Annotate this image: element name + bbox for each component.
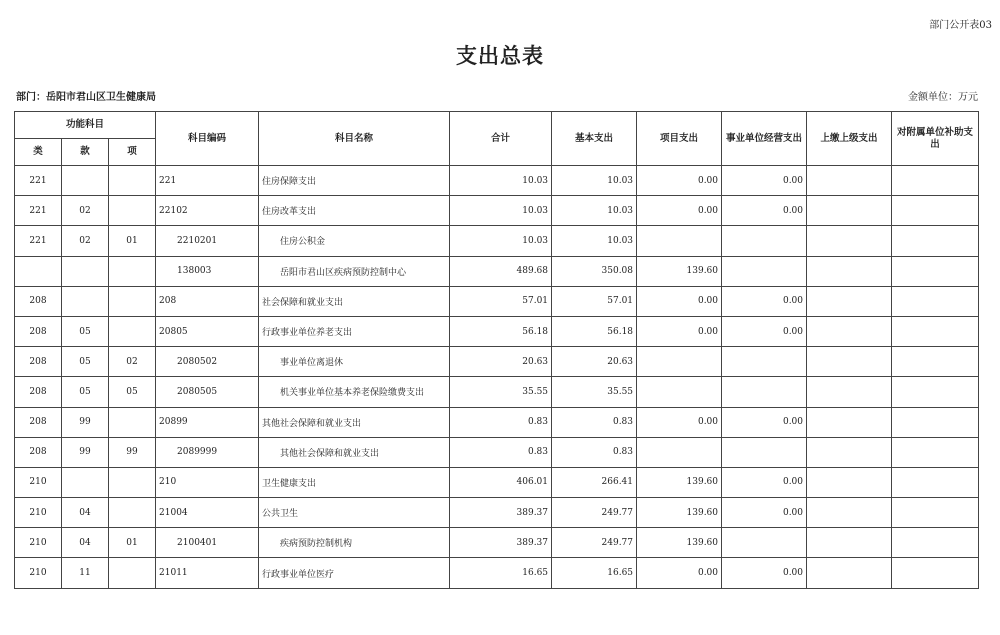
cell-xiang: [109, 407, 156, 437]
cell-total: 406.01: [450, 467, 552, 497]
cell-upper: [807, 196, 892, 226]
cell-business: 0.00: [722, 286, 807, 316]
cell-basic: 350.08: [552, 256, 637, 286]
cell-subsidy: [892, 407, 979, 437]
cell-total: 389.37: [450, 528, 552, 558]
cell-xiang: [109, 196, 156, 226]
table-row: [15, 316, 979, 346]
cell-basic: 0.83: [552, 407, 637, 437]
cell-upper: [807, 528, 892, 558]
cell-xiang: [109, 498, 156, 528]
cell-project: [637, 347, 722, 377]
cell-lei: 221: [15, 196, 62, 226]
cell-subsidy: [892, 377, 979, 407]
cell-upper: [807, 437, 892, 467]
cell-name: 住房公积金: [259, 226, 450, 256]
cell-name: 卫生健康支出: [259, 467, 450, 497]
cell-business: 0.00: [722, 498, 807, 528]
cell-xiang: [109, 467, 156, 497]
cell-total: 10.03: [450, 196, 552, 226]
cell-name: 社会保障和就业支出: [259, 286, 450, 316]
cell-business: [722, 377, 807, 407]
cell-lei: 208: [15, 347, 62, 377]
cell-xiang: 02: [109, 347, 156, 377]
cell-kuan: 04: [62, 528, 109, 558]
cell-lei: 208: [15, 437, 62, 467]
cell-xiang: [109, 558, 156, 588]
cell-basic: 10.03: [552, 226, 637, 256]
table-row: [15, 286, 979, 316]
cell-total: 16.65: [450, 558, 552, 588]
cell-project: 0.00: [637, 196, 722, 226]
cell-basic: 20.63: [552, 347, 637, 377]
cell-name: 疾病预防控制机构: [259, 528, 450, 558]
cell-upper: [807, 256, 892, 286]
cell-kuan: [62, 286, 109, 316]
cell-kuan: 05: [62, 377, 109, 407]
header-function-subject: 功能科目: [15, 112, 156, 139]
cell-xiang: [109, 286, 156, 316]
cell-lei: 221: [15, 226, 62, 256]
cell-code: 22102: [156, 196, 259, 226]
cell-lei: 210: [15, 558, 62, 588]
cell-code: 20805: [156, 316, 259, 346]
cell-kuan: 11: [62, 558, 109, 588]
cell-name: 公共卫生: [259, 498, 450, 528]
cell-xiang: 99: [109, 437, 156, 467]
cell-total: 35.55: [450, 377, 552, 407]
cell-subsidy: [892, 347, 979, 377]
cell-subsidy: [892, 196, 979, 226]
cell-subsidy: [892, 558, 979, 588]
cell-business: 0.00: [722, 558, 807, 588]
table-row: [15, 467, 979, 497]
cell-project: 0.00: [637, 558, 722, 588]
table-row: [15, 528, 979, 558]
cell-business: [722, 347, 807, 377]
cell-total: 57.01: [450, 286, 552, 316]
cell-project: 0.00: [637, 286, 722, 316]
cell-business: [722, 256, 807, 286]
expenditure-summary-table: [14, 111, 979, 589]
cell-business: 0.00: [722, 407, 807, 437]
cell-code: 138003: [156, 256, 259, 286]
cell-project: [637, 226, 722, 256]
header-xiang: 项: [109, 139, 156, 166]
cell-subsidy: [892, 467, 979, 497]
page-title: 支出总表: [456, 44, 544, 68]
cell-total: 0.83: [450, 407, 552, 437]
cell-basic: 266.41: [552, 467, 637, 497]
cell-business: [722, 437, 807, 467]
header-subsidiary-subsidy: 对附属单位补助支出: [892, 112, 979, 166]
cell-basic: 35.55: [552, 377, 637, 407]
table-row: [15, 377, 979, 407]
cell-upper: [807, 286, 892, 316]
cell-code: 20899: [156, 407, 259, 437]
cell-code: 210: [156, 467, 259, 497]
header-business-expenditure: 事业单位经营支出: [722, 112, 807, 166]
cell-basic: 10.03: [552, 196, 637, 226]
table-row: [15, 347, 979, 377]
cell-business: 0.00: [722, 467, 807, 497]
table-row: [15, 256, 979, 286]
cell-business: 0.00: [722, 196, 807, 226]
cell-name: 行政事业单位养老支出: [259, 316, 450, 346]
header-project-expenditure: 项目支出: [637, 112, 722, 166]
cell-project: 139.60: [637, 467, 722, 497]
cell-kuan: 02: [62, 226, 109, 256]
cell-name: 住房改革支出: [259, 196, 450, 226]
header-subject-code: 科目编码: [156, 112, 259, 166]
cell-subsidy: [892, 256, 979, 286]
cell-subsidy: [892, 166, 979, 196]
cell-lei: 208: [15, 377, 62, 407]
cell-code: 21011: [156, 558, 259, 588]
cell-xiang: [109, 256, 156, 286]
cell-business: [722, 528, 807, 558]
cell-basic: 10.03: [552, 166, 637, 196]
cell-xiang: [109, 166, 156, 196]
cell-project: 0.00: [637, 407, 722, 437]
cell-xiang: 05: [109, 377, 156, 407]
header-lei: 类: [15, 139, 62, 166]
cell-basic: 249.77: [552, 498, 637, 528]
cell-basic: 57.01: [552, 286, 637, 316]
cell-upper: [807, 226, 892, 256]
header-basic-expenditure: 基本支出: [552, 112, 637, 166]
cell-upper: [807, 558, 892, 588]
cell-upper: [807, 467, 892, 497]
cell-basic: 56.18: [552, 316, 637, 346]
cell-subsidy: [892, 498, 979, 528]
cell-upper: [807, 316, 892, 346]
cell-total: 10.03: [450, 226, 552, 256]
cell-project: 0.00: [637, 316, 722, 346]
cell-lei: 210: [15, 498, 62, 528]
cell-xiang: 01: [109, 226, 156, 256]
cell-name: 住房保障支出: [259, 166, 450, 196]
cell-subsidy: [892, 316, 979, 346]
cell-kuan: 99: [62, 407, 109, 437]
cell-kuan: 05: [62, 347, 109, 377]
cell-subsidy: [892, 437, 979, 467]
cell-basic: 249.77: [552, 528, 637, 558]
cell-total: 389.37: [450, 498, 552, 528]
cell-business: [722, 226, 807, 256]
cell-name: 机关事业单位基本养老保险缴费支出: [259, 377, 450, 407]
cell-lei: 221: [15, 166, 62, 196]
cell-upper: [807, 498, 892, 528]
cell-upper: [807, 377, 892, 407]
cell-subsidy: [892, 528, 979, 558]
cell-subsidy: [892, 286, 979, 316]
cell-lei: [15, 256, 62, 286]
header-subject-name: 科目名称: [259, 112, 450, 166]
cell-xiang: [109, 316, 156, 346]
table-row: [15, 226, 979, 256]
cell-kuan: [62, 166, 109, 196]
cell-code: 2100401: [156, 528, 259, 558]
cell-lei: 208: [15, 286, 62, 316]
cell-total: 489.68: [450, 256, 552, 286]
cell-basic: 0.83: [552, 437, 637, 467]
cell-project: 139.60: [637, 528, 722, 558]
cell-project: 0.00: [637, 166, 722, 196]
cell-code: 2080502: [156, 347, 259, 377]
table-row: [15, 166, 979, 196]
header-kuan: 款: [62, 139, 109, 166]
cell-name: 事业单位离退休: [259, 347, 450, 377]
cell-code: 208: [156, 286, 259, 316]
cell-name: 岳阳市君山区疾病预防控制中心: [259, 256, 450, 286]
cell-xiang: 01: [109, 528, 156, 558]
amount-unit-label: 金额单位：万元: [908, 92, 978, 103]
table-row: [15, 196, 979, 226]
cell-lei: 210: [15, 528, 62, 558]
cell-lei: 208: [15, 316, 62, 346]
cell-name: 其他社会保障和就业支出: [259, 407, 450, 437]
cell-business: 0.00: [722, 166, 807, 196]
cell-total: 56.18: [450, 316, 552, 346]
cell-code: 21004: [156, 498, 259, 528]
cell-kuan: 05: [62, 316, 109, 346]
cell-upper: [807, 347, 892, 377]
table-number-label: 部门公开表03: [929, 20, 992, 31]
cell-project: 139.60: [637, 256, 722, 286]
cell-business: 0.00: [722, 316, 807, 346]
cell-kuan: [62, 256, 109, 286]
cell-kuan: 99: [62, 437, 109, 467]
cell-total: 0.83: [450, 437, 552, 467]
cell-code: 2089999: [156, 437, 259, 467]
table-body: [15, 166, 979, 589]
cell-code: 2080505: [156, 377, 259, 407]
cell-lei: 208: [15, 407, 62, 437]
cell-upper: [807, 407, 892, 437]
cell-total: 20.63: [450, 347, 552, 377]
table-row: [15, 437, 979, 467]
cell-kuan: [62, 467, 109, 497]
header-total: 合计: [450, 112, 552, 166]
table-row: [15, 558, 979, 588]
cell-code: 2210201: [156, 226, 259, 256]
cell-code: 221: [156, 166, 259, 196]
cell-lei: 210: [15, 467, 62, 497]
cell-kuan: 04: [62, 498, 109, 528]
cell-project: [637, 437, 722, 467]
cell-name: 其他社会保障和就业支出: [259, 437, 450, 467]
cell-kuan: 02: [62, 196, 109, 226]
cell-upper: [807, 166, 892, 196]
table-row: [15, 407, 979, 437]
cell-subsidy: [892, 226, 979, 256]
cell-project: [637, 377, 722, 407]
cell-basic: 16.65: [552, 558, 637, 588]
department-label: 部门：岳阳市君山区卫生健康局: [16, 92, 156, 103]
header-upper-payment: 上缴上级支出: [807, 112, 892, 166]
cell-total: 10.03: [450, 166, 552, 196]
cell-name: 行政事业单位医疗: [259, 558, 450, 588]
cell-project: 139.60: [637, 498, 722, 528]
table-row: [15, 498, 979, 528]
